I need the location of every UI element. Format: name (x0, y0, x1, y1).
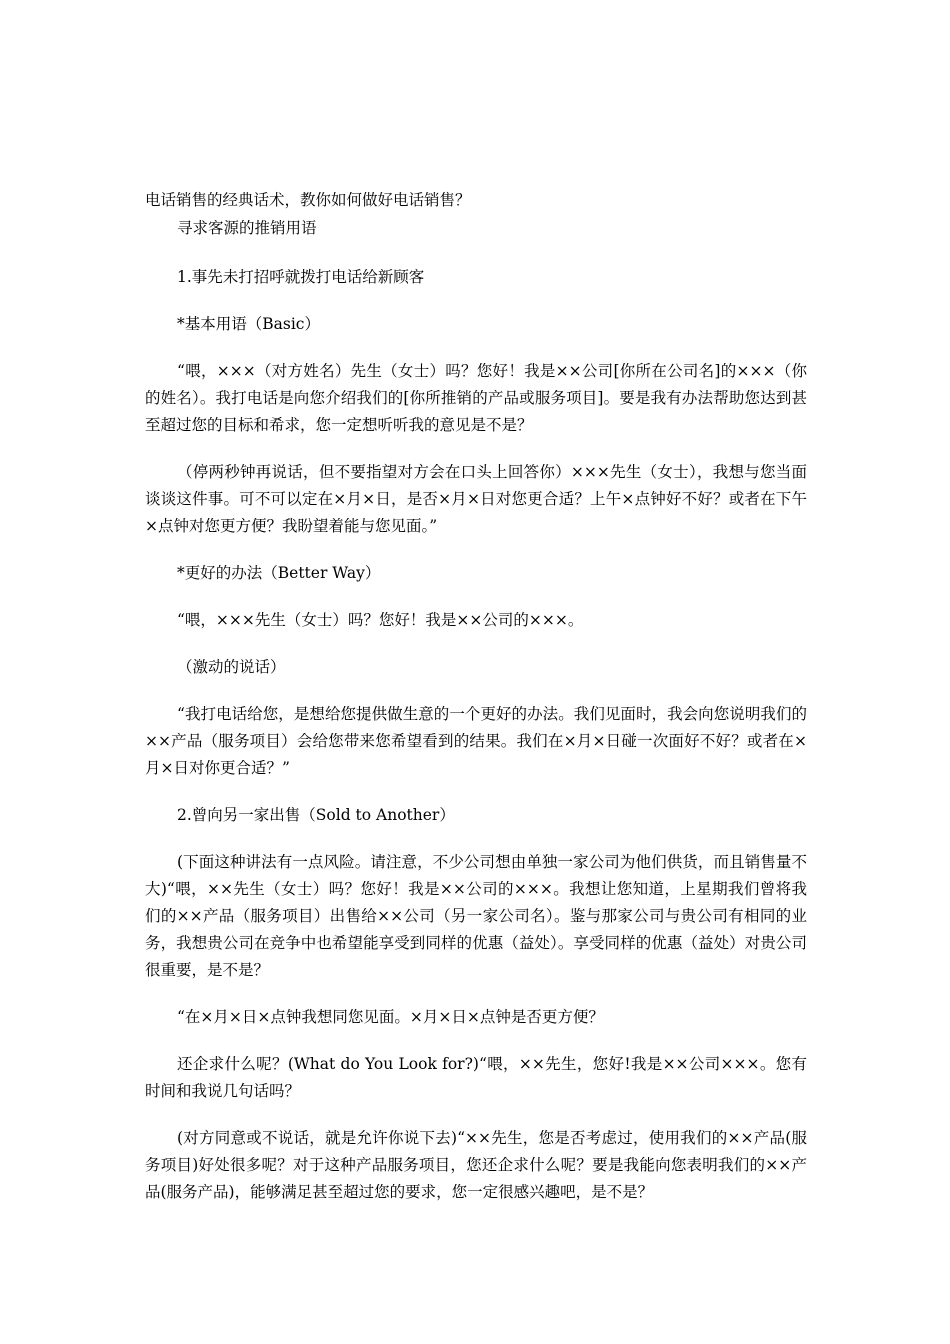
paragraph-12: 还企求什么呢？(What do You Look for?)“喂，××先生，您好!我是××公司×××。您有时间和我说几句话吗？ (145, 1055, 807, 1100)
paragraph-3: “喂，×××（对方姓名）先生（女士）吗？您好！我是××公司[你所在公司名]的×××（你的姓名）。我打电话是向您介绍我们的[你所推销的产品或服务项目]。要是我有办法帮助您达到甚至超过您的目标和希求，您一定想听听我的意见是不是？ (145, 362, 807, 434)
paragraph-1: 1.事先未打招呼就拨打电话给新顾客 (177, 268, 425, 286)
paragraph-9: 2.曾向另一家出售（Sold to Another） (177, 806, 455, 824)
paragraph-5: *更好的办法（Better Way） (177, 564, 381, 582)
paragraph-10: (下面这种讲法有一点风险。请注意，不少公司想由单独一家公司为他们供货，而且销售量不大)“喂，××先生（女士）吗？您好！我是××公司的×××。我想让您知道，上星期我们曾将我们的××产品（服务项目）出售给××公司（另一家公司名）。鉴与那家公司与贵公司有相同的业务，我想贵公司在竞争中也希望能享受到同样的优惠（益处）。享受同样的优惠（益处）对贵公司很重要，是不是？ (145, 853, 807, 979)
paragraph-11: “在×月×日×点钟我想同您见面。×月×日×点钟是否更方便？ (177, 1008, 604, 1026)
paragraph-4: （停两秒钟再说话，但不要指望对方会在口头上回答你）×××先生（女士），我想与您当面谈谈这件事。可不可以定在×月×日，是否×月×日对您更合适？上午×点钟好不好？或者在下午×点钟对您更方便？我盼望着能与您见面。” (145, 463, 807, 535)
paragraph-2: *基本用语（Basic） (177, 315, 320, 333)
paragraph-6: “喂，×××先生（女士）吗？您好！我是××公司的×××。 (177, 611, 584, 629)
section-heading: 寻求客源的推销用语 (177, 219, 317, 237)
paragraph-8: “我打电话给您，是想给您提供做生意的一个更好的办法。我们见面时，我会向您说明我们的××产品（服务项目）会给您带来您希望看到的结果。我们在×月×日碰一次面好不好？或者在×月×日对你更合适？” (145, 705, 807, 777)
paragraph-13: (对方同意或不说话，就是允许你说下去)“××先生，您是否考虑过，使用我们的××产品(服务项目)好处很多呢？对于这种产品服务项目，您还企求什么呢？要是我能向您表明我们的××产品(服务产品)，能够满足甚至超过您的要求，您一定很感兴趣吧，是不是？ (145, 1129, 807, 1201)
document-page (145, 186, 807, 1226)
document-title: 电话销售的经典话术，教你如何做好电话销售？ (145, 191, 471, 209)
paragraph-7: （激动的说话） (177, 658, 286, 676)
